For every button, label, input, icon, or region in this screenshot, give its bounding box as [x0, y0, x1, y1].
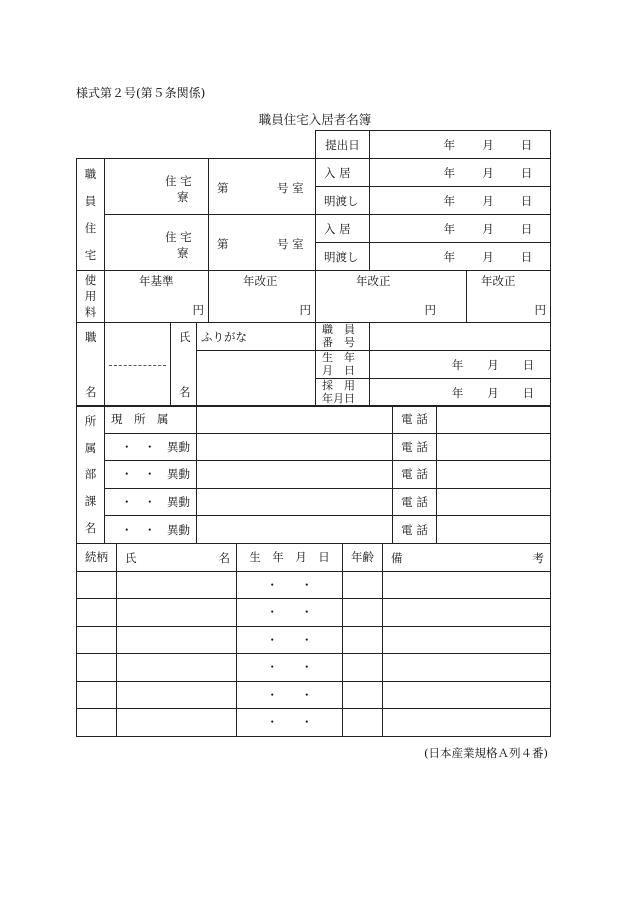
fee-basis[interactable]: 年基準 円	[105, 271, 209, 323]
usage-fee-label: 使 用 料	[77, 271, 105, 323]
family-name-cell[interactable]	[117, 681, 237, 709]
vacate-2-label: 明渡し	[316, 243, 370, 271]
hire-date-field[interactable]: 年 月 日	[370, 379, 551, 407]
fee-revision-2[interactable]: 年改正 円	[316, 271, 467, 323]
transfer-phone-field[interactable]	[437, 433, 551, 461]
transfer-phone-field[interactable]	[437, 461, 551, 489]
family-relation-cell[interactable]	[77, 709, 117, 737]
family-notes-cell[interactable]	[383, 571, 551, 599]
job-title-field[interactable]	[105, 323, 171, 407]
phone-label: 電 話	[393, 516, 437, 544]
family-age-cell[interactable]	[343, 681, 383, 709]
notes-header: 備 考	[383, 544, 551, 572]
month-label: 月	[482, 137, 494, 152]
family-age-cell[interactable]	[343, 571, 383, 599]
job-title-label: 職 名	[77, 323, 105, 407]
family-notes-cell[interactable]	[383, 599, 551, 627]
transfer-dept-field[interactable]	[197, 488, 393, 516]
staff-no-label: 職 員 番 号	[316, 323, 370, 351]
transfer-phone-field[interactable]	[437, 516, 551, 544]
move-in-2-label: 入 居	[316, 215, 370, 243]
transfer-label: ・ ・ 異動	[105, 433, 197, 461]
family-relation-cell[interactable]	[77, 626, 117, 654]
housing-1-type[interactable]: 住 宅 寮	[105, 159, 209, 215]
name-label: 氏 名	[171, 323, 197, 407]
fee-revision-3[interactable]: 年改正 円	[467, 271, 551, 323]
transfer-label: ・ ・ 異動	[105, 488, 197, 516]
move-in-2-date[interactable]: 年 月 日	[370, 215, 551, 243]
current-phone-field[interactable]	[437, 406, 551, 434]
family-birth-header: 生 年 月 日	[237, 544, 343, 572]
paper-size-note: (日本産業規格Ａ列４番)	[424, 746, 548, 760]
housing-2-type[interactable]: 住 宅 寮	[105, 215, 209, 271]
move-in-1-label: 入 居	[316, 159, 370, 187]
family-name-header: 氏 名	[117, 544, 237, 572]
birth-date-field[interactable]: 年 月 日	[370, 351, 551, 379]
transfer-dept-field[interactable]	[197, 516, 393, 544]
main-form-table	[76, 130, 551, 407]
submit-date-label: 提出日	[316, 131, 370, 159]
birth-date-label: 生 年 月 日	[316, 351, 370, 379]
family-notes-cell[interactable]	[383, 654, 551, 682]
vacate-1-label: 明渡し	[316, 187, 370, 215]
move-in-1-date[interactable]: 年 月 日	[370, 159, 551, 187]
day-label: 日	[520, 137, 533, 152]
phone-label: 電 話	[393, 406, 437, 434]
age-header: 年齢	[343, 544, 383, 572]
transfer-phone-field[interactable]	[437, 488, 551, 516]
family-age-cell[interactable]	[343, 709, 383, 737]
vacate-2-date[interactable]: 年 月 日	[370, 243, 551, 271]
form-id: 様式第２号(第５条関係)	[76, 86, 206, 100]
family-notes-cell[interactable]	[383, 626, 551, 654]
family-name-cell[interactable]	[117, 626, 237, 654]
family-notes-cell[interactable]	[383, 681, 551, 709]
family-birth-cell[interactable]: ・ ・	[237, 599, 343, 627]
family-name-cell[interactable]	[117, 571, 237, 599]
staff-housing-label: 職 員 住 宅	[77, 159, 105, 271]
page-title: 職員住宅入居者名簿	[258, 112, 372, 127]
transfer-dept-field[interactable]	[197, 461, 393, 489]
family-birth-cell[interactable]: ・ ・	[237, 626, 343, 654]
phone-label: 電 話	[393, 433, 437, 461]
family-name-cell[interactable]	[117, 599, 237, 627]
family-birth-cell[interactable]: ・ ・	[237, 571, 343, 599]
family-birth-cell[interactable]: ・ ・	[237, 654, 343, 682]
hire-date-label: 採 用 年月日	[316, 379, 370, 407]
family-relation-cell[interactable]	[77, 681, 117, 709]
family-birth-cell[interactable]: ・ ・	[237, 681, 343, 709]
phone-label: 電 話	[393, 461, 437, 489]
current-dept-field[interactable]	[197, 406, 393, 434]
family-name-cell[interactable]	[117, 654, 237, 682]
family-name-cell[interactable]	[117, 709, 237, 737]
name-field[interactable]	[197, 351, 316, 407]
fee-revision-1[interactable]: 年改正 円	[209, 271, 316, 323]
transfer-label: ・ ・ 異動	[105, 461, 197, 489]
year-label: 年	[443, 137, 456, 152]
furigana-field[interactable]: ふりがな	[197, 323, 316, 351]
family-notes-cell[interactable]	[383, 709, 551, 737]
family-age-cell[interactable]	[343, 654, 383, 682]
family-table	[76, 543, 551, 737]
family-birth-cell[interactable]: ・ ・	[237, 709, 343, 737]
family-relation-cell[interactable]	[77, 654, 117, 682]
submit-date-field[interactable]	[370, 131, 551, 159]
transfer-dept-field[interactable]	[197, 433, 393, 461]
family-relation-cell[interactable]	[77, 599, 117, 627]
housing-2-room[interactable]: 第 号 室	[209, 215, 316, 271]
department-table	[76, 405, 551, 544]
housing-1-room[interactable]: 第 号 室	[209, 159, 316, 215]
current-dept-label: 現 所 属	[105, 406, 197, 434]
relation-header: 続柄	[77, 544, 117, 572]
family-relation-cell[interactable]	[77, 571, 117, 599]
dept-label: 所 属 部 課 名	[77, 406, 105, 544]
staff-no-field[interactable]	[370, 323, 551, 351]
family-age-cell[interactable]	[343, 599, 383, 627]
family-age-cell[interactable]	[343, 626, 383, 654]
transfer-label: ・ ・ 異動	[105, 516, 197, 544]
vacate-1-date[interactable]: 年 月 日	[370, 187, 551, 215]
phone-label: 電 話	[393, 488, 437, 516]
